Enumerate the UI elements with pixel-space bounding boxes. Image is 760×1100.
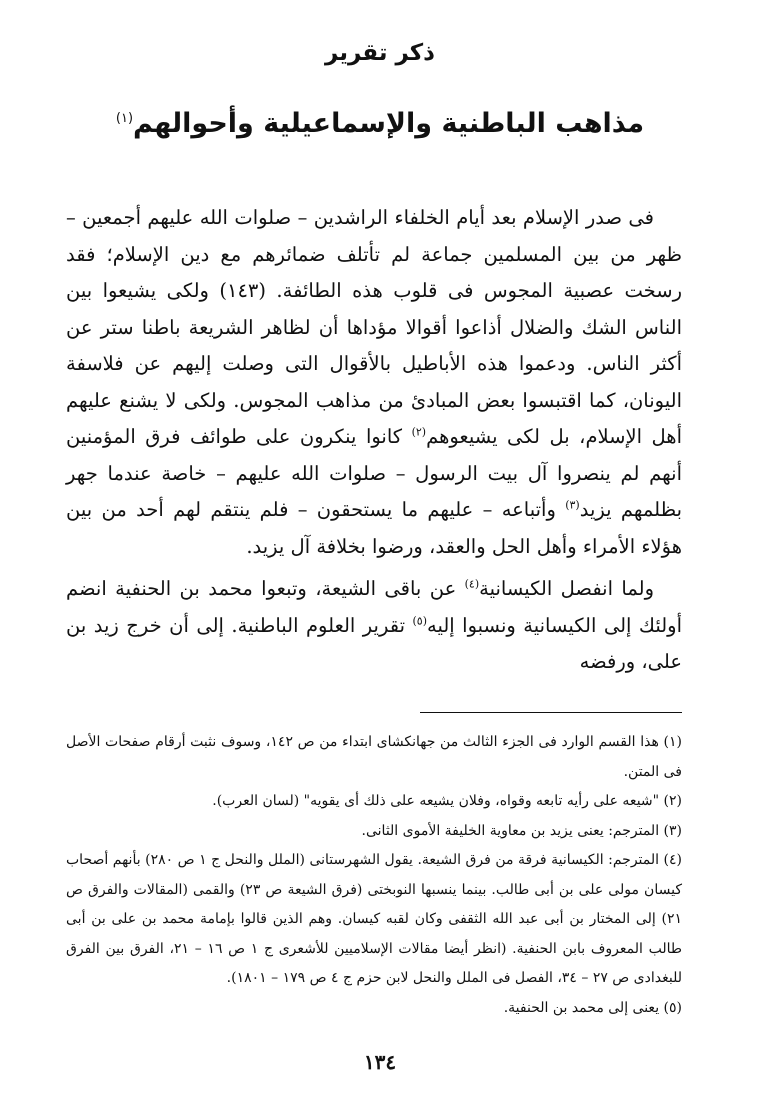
paragraph-text: ولما انفصل الكيسانية (479, 577, 654, 600)
footnote-ref: (٢) (411, 425, 427, 439)
footnote-ref: (٤) (464, 577, 480, 591)
footnote-ref: (٣) (565, 498, 580, 512)
paragraph-text: تقرير العلوم الباطنية. إلى أن خرج زيد بن على، ورفضه (66, 613, 682, 673)
footnote-ref: (٥) (412, 614, 428, 627)
paragraph-text: عن باقى الشيعة، وتبعوا محمد بن الحنفية انضم أولئك إلى الكيسانية ونسبوا إليه (66, 577, 682, 637)
title-footnote-ref: (١) (115, 111, 134, 126)
footnote-divider (420, 712, 682, 713)
chapter-title-text: مذاهب الباطنية والإسماعيلية وأحوالهم (133, 108, 645, 139)
paragraph-2 (66, 571, 682, 681)
footnote-2: (٢) "شيعه على رأيه تابعه وقواه، وفلان يشيعه على ذلك أى يقويه" (لسان العرب). (212, 793, 682, 809)
body-text (66, 200, 682, 681)
footnote-4: (٤) المترجم: الكيسانية فرقة من فرق الشيعة. يقول الشهرستانى (الملل والنحل ج ١ ص ٢٨٠) بأنهم أصحاب كيسان مولى على بن أبى طالب. بينما ينسبها النوبختى (فرق الشيعة ص ٢٣) والقمى (المقالات والفرق ص ٢١) إلى المختار بن أبى عبد الله الثقفى وكان لقبه كيسان. وهم الذين قالوا بإمامة محمد بن على بن أبى طالب المعروف بابن الحنفية. (انظر أيضا مقالات الإسلاميين للأشعرى ج ١ ص ١٦ – ٢١، الفرق بين الفرق للبغدادى ص ٢٧ – ٣٤، الفصل فى الملل والنحل لابن حزم ج ٤ ص ١٧٩ – ١٨٠١). (66, 852, 682, 986)
chapter-title (0, 108, 760, 139)
paragraph-1 (66, 200, 682, 565)
footnote-3: (٣) المترجم: يعنى يزيد بن معاوية الخليفة الأموى الثانى. (361, 822, 682, 839)
paragraph-text: وأتباعه – عليهم ما يستحقون – فلم ينتقم لهم أحد من بين هؤلاء الأمراء وأهل الحل والعقد، ورضوا بخلافة آل يزيد. (66, 498, 682, 558)
footnotes (66, 728, 682, 1023)
paragraph-text: فى صدر الإسلام بعد أيام الخلفاء الراشدين – صلوات الله عليهم أجمعين – ظهر من بين المسلمين جماعة لم تأتلف ضمائرهم مع دين الإسلام؛ فقد رسخت عصبية المجوس فى قلوب هذه الطائفة. (١٤٣) ولكى يشيعوا بين الناس الشك والضلال أذاعوا أقوالا مؤداها أن لظاهر الشريعة باطنا ستر عن أكثر الناس. ودعموا هذه الأباطيل بالأقوال التى وصلت إليهم عن فلاسفة اليونان، كما اقتبسوا بعض المبادئ من مذاهب المجوس. ولكى لا يشنع عليهم أهل الإسلام، بل لكى يشيعوهم (66, 206, 682, 448)
paragraph-text: كانوا ينكرون على طوائف فرق المؤمنين أنهم لم ينصروا آل بيت الرسول – صلوات الله عليهم – خاصة عندما جهر بظلمهم يزيد (66, 425, 683, 521)
footnote-1: (١) هذا القسم الوارد فى الجزء الثالث من جهانكشاى ابتداء من ص ١٤٢، وسوف نثبت أرقام صفحات الأصل فى المتن. (66, 734, 682, 780)
footnote-5: (٥) يعنى إلى محمد بن الحنفية. (503, 999, 682, 1016)
page-number: ١٣٤ (363, 1050, 397, 1074)
running-head: ذكر تقرير (325, 40, 435, 66)
